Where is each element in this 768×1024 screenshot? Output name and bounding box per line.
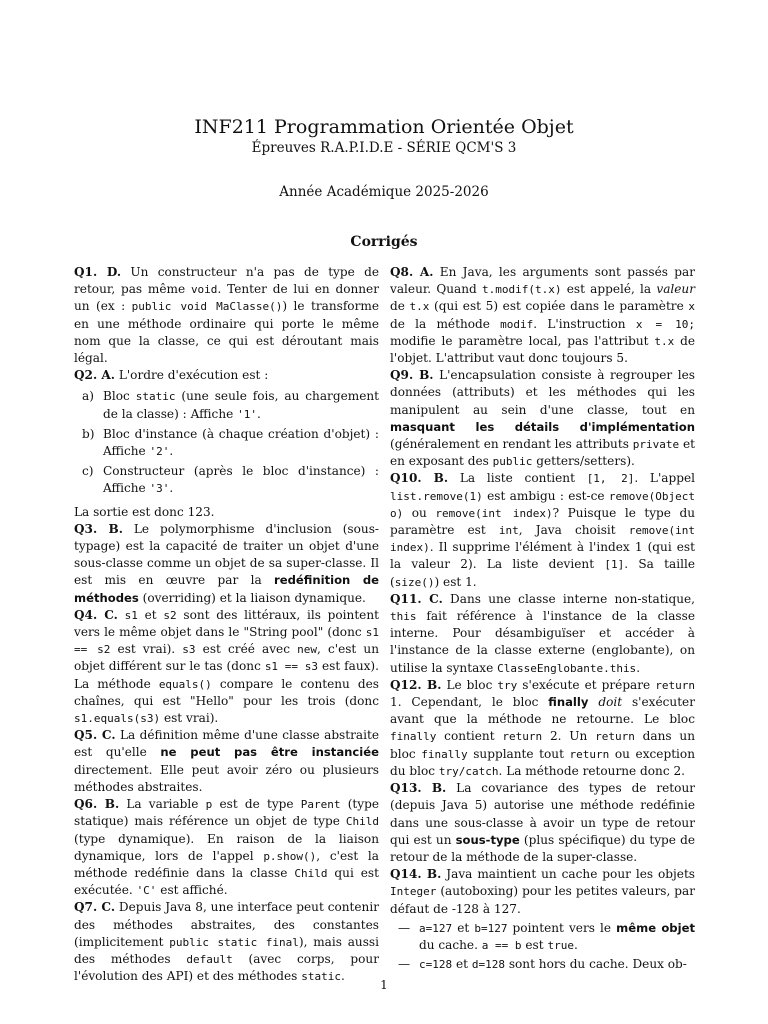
list-item: — a=127 et b=127 pointent vers le même objet du cache. a == b est true. [398, 920, 695, 952]
answer-q13: Q13. B. La covariance des types de retour (depuis Java 5) autorise une méthode redéfinie dans une sous-classe à avoir un type de retour qui est un sous-type (plus spécifique) du type de retour de la méthode de la super-classe. [390, 781, 696, 864]
answer-q4: Q4. C. s1 et s2 sont des littéraux, ils pointent vers le même objet dans le "String pool" (donc s1 == s2 est vrai). s3 est créé avec new, c'est un objet différent sur le tas (donc s1 == s3 est faux). La méthode equals() compare le contenu des chaînes, qui est "Hello" pour les trois (donc s1.equals(s3) est vrai). [74, 607, 380, 726]
answer-q1: Q1. D. Un constructeur n'a pas de type de retour, pas même void. Tenter de lui en donner un (ex : public void MaClasse()) le transforme en une méthode ordinaire qui porte le même nom que la classe, ce qui est déroutant mais légal. [74, 265, 379, 366]
answer-q3: Q3. B. Le polymorphisme d'inclusion (sous-typage) est la capacité de traiter un objet d'une sous-classe comme un objet de sa super-classe. Il est mis en œuvre par la redéfinition de méthodes (overriding) et la liaison dynamique. [74, 521, 379, 605]
list-item: c) Constructeur (après le bloc d'instance) : Affiche '3'. [82, 464, 379, 496]
execution-order-list [74, 388, 379, 497]
answer-q6: Q6. B. La variable p est de type Parent (type statique) mais référence un objet de type Child (type dynamique). En raison de la liaison dynamique, lors de l'appel p.show(), c'est la méthode redéfinie dans la classe Child qui est exécutée. 'C' est affiché. [74, 797, 379, 898]
answer-q5: Q5. C. La définition même d'une classe abstraite est qu'elle ne peut pas être instanciée directement. Elle peut avoir zéro ou plusieurs méthodes abstraites. [74, 728, 380, 794]
answer-q10: Q10. B. La liste contient [1, 2]. L'appel list.remove(1) est ambigu : est-ce remove(Object o) ou remove(int index)? Puisque le type du paramètre est int, Java choisit remove(int index). Il supprime l'élément à l'index 1 (qui est la valeur 2). La liste devient [1]. Sa taille (size()) est 1. [390, 471, 695, 589]
answer-q8: Q8. A. En Java, les arguments sont passés par valeur. Quand t.modif(t.x) est appelé, la valeur de t.x (qui est 5) est copiée dans le paramètre x de la méthode modif. L'instruction x = 10; modifie le paramètre local, pas l'attribut t.x de l'objet. L'attribut vaut donc toujours 5. [390, 265, 696, 366]
integer-cache-list [390, 920, 695, 974]
answer-q12: Q12. B. Le bloc try s'exécute et prépare return 1. Cependant, le bloc finally doit s'exécuter avant que la méthode ne retourne. Le bloc finally contient return 2. Un return dans un bloc finally supplante tout return ou exception du bloc try/catch. La méthode retourne donc 2. [390, 677, 695, 778]
list-item: a) Bloc static (une seule fois, au chargement de la classe) : Affiche '1'. [82, 389, 379, 421]
right-column [390, 264, 695, 975]
answer-q11: Q11. C. Dans une classe interne non-statique, this fait référence à l'instance de la classe interne. Pour désambiguïser et accéder à l'instance de la classe externe (englobante), on utilise la syntaxe ClasseEnglobante.this. [390, 591, 695, 675]
answer-q2: Q2. A. L'ordre d'exécution est : [74, 368, 269, 383]
answer-q14: Q14. B. Java maintient un cache pour les objets Integer (autoboxing) pour les petites valeurs, par défaut de -128 à 127. [390, 867, 696, 916]
answer-q7: Q7. C. Depuis Java 8, une interface peut contenir des méthodes abstraites, des constantes (implicitement public static final), mais aussi des méthodes default (avec corps, pour l'évolution des API) et des méthodes static. [74, 900, 379, 984]
list-item: b) Bloc d'instance (à chaque création d'objet) : Affiche '2'. [82, 426, 379, 459]
answer-q2-conclusion: La sortie est donc 123. [74, 504, 215, 519]
document-subtitle: Épreuves R.A.P.I.D.E - SÉRIE QCM'S 3 [251, 140, 517, 156]
left-column [74, 264, 379, 985]
answer-q9: Q9. B. L'encapsulation consiste à regrouper les données (attributs) et les méthodes qui les manipulent au sein d'une classe, tout en masquant les détails d'implémentation (généralement en rendant les attributs private et en exposant des public getters/setters). [390, 368, 695, 469]
page-number: 1 [380, 978, 388, 992]
document-title: INF211 Programmation Orientée Objet [194, 116, 574, 138]
list-item: — c=128 et d=128 sont hors du cache. Deux ob- [398, 957, 687, 972]
academic-year: Année Académique 2025-2026 [279, 184, 489, 200]
section-heading: Corrigés [350, 234, 418, 250]
